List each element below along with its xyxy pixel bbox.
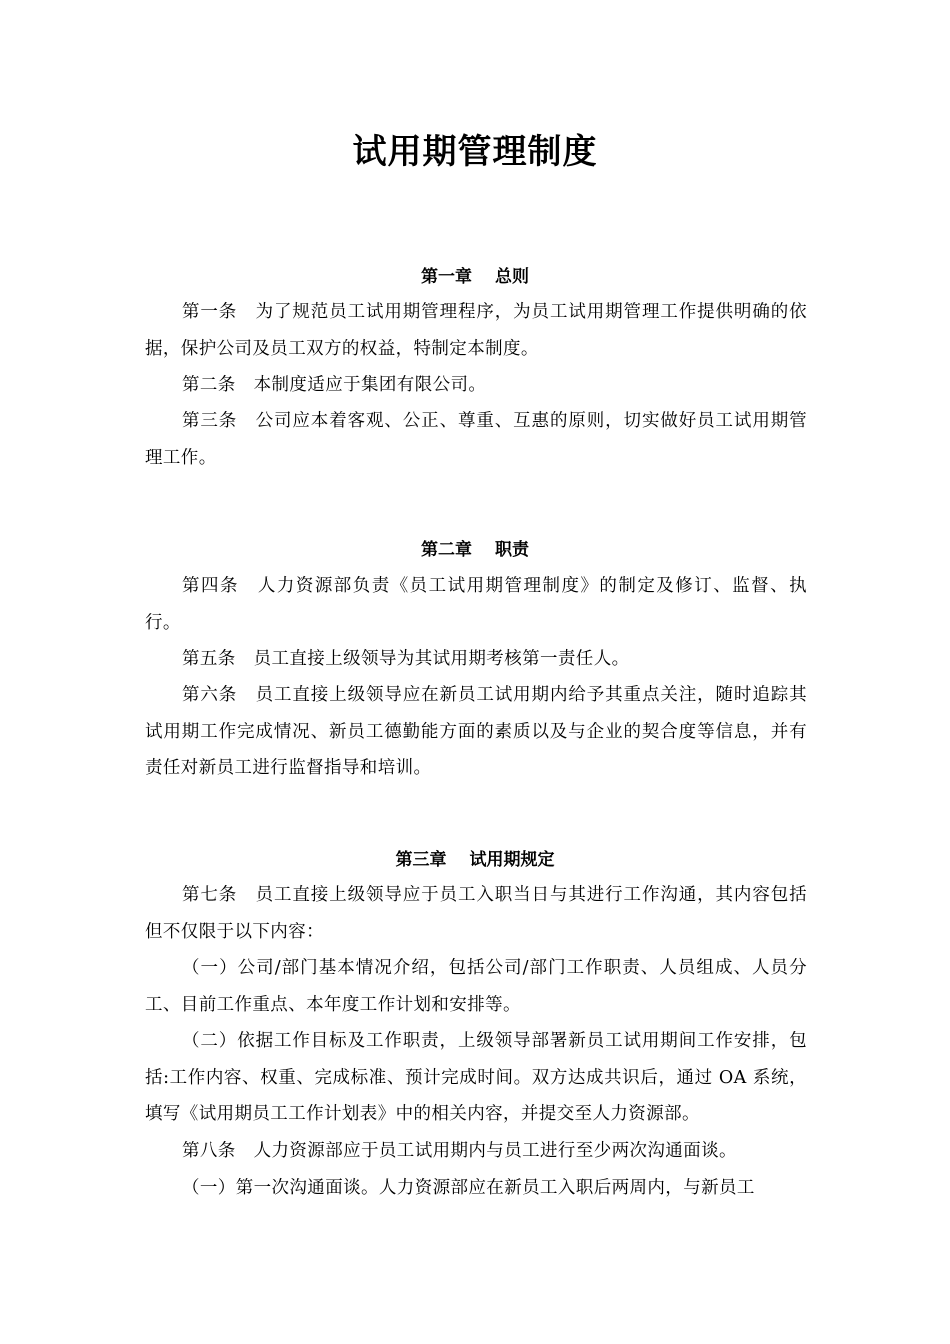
article-label: 第二条 <box>182 375 236 395</box>
article-1 <box>145 294 807 367</box>
article-label: 第五条 <box>182 649 236 669</box>
article-text: 人力资源部应于员工试用期内与员工进行至少两次沟通面谈。 <box>253 1141 737 1161</box>
article-6 <box>145 677 807 787</box>
article-text: （一）第一次沟通面谈。人力资源部应在新员工入职后两周内，与新员工 <box>182 1178 755 1198</box>
article-text: （一）公司/部门基本情况介绍，包括公司/部门工作职责、人员组成、人员分工、目前工作重点、本年度工作计划和安排等。 <box>145 958 807 1015</box>
article-2 <box>145 367 807 404</box>
article-text: 员工直接上级领导应在新员工试用期内给予其重点关注，随时追踪其试用期工作完成情况、新员工德勤能方面的素质以及与企业的契合度等信息，并有责任对新员工进行监督指导和培训。 <box>145 685 808 778</box>
article-text: （二）依据工作目标及工作职责，上级领导部署新员工试用期间工作安排，包括:工作内容、权重、完成标准、预计完成时间。双方达成共识后，通过 OA 系统，填写《试用期员工工作计划表》中的相关内容，并提交至人力资源部。 <box>145 1031 807 1124</box>
article-text: 本制度适应于集团有限公司。 <box>253 375 487 395</box>
chapter-heading-1: 第一章 总则 <box>421 267 529 287</box>
article-text: 公司应本着客观、公正、尊重、互惠的原则，切实做好员工试用期管理工作。 <box>145 411 808 468</box>
article-label: 第八条 <box>182 1141 236 1161</box>
chapter-heading-3: 第三章 试用期规定 <box>395 850 555 870</box>
article-label: 第一条 <box>182 302 238 322</box>
article-7-item-1 <box>145 950 807 1023</box>
article-text: 人力资源部负责《员工试用期管理制度》的制定及修订、监督、执行。 <box>145 576 807 633</box>
article-label: 第六条 <box>182 685 238 705</box>
article-text: 为了规范员工试用期管理程序，为员工试用期管理工作提供明确的依据，保护公司及员工双方的权益，特制定本制度。 <box>145 302 808 359</box>
article-3 <box>145 403 807 476</box>
article-label: 第四条 <box>182 576 239 596</box>
article-4 <box>145 568 807 641</box>
article-7-item-2 <box>145 1023 807 1133</box>
article-label: 第七条 <box>182 885 238 905</box>
chapter-heading-2: 第二章 职责 <box>421 540 529 560</box>
document-title: 试用期管理制度 <box>352 132 598 172</box>
article-7 <box>145 877 807 950</box>
article-5 <box>145 641 807 678</box>
article-text: 员工直接上级领导为其试用期考核第一责任人。 <box>253 649 630 669</box>
article-8-item-1 <box>145 1170 807 1207</box>
article-label: 第三条 <box>182 411 238 431</box>
article-text: 员工直接上级领导应于员工入职当日与其进行工作沟通，其内容包括但不仅限于以下内容： <box>145 885 808 942</box>
article-8 <box>145 1133 807 1170</box>
